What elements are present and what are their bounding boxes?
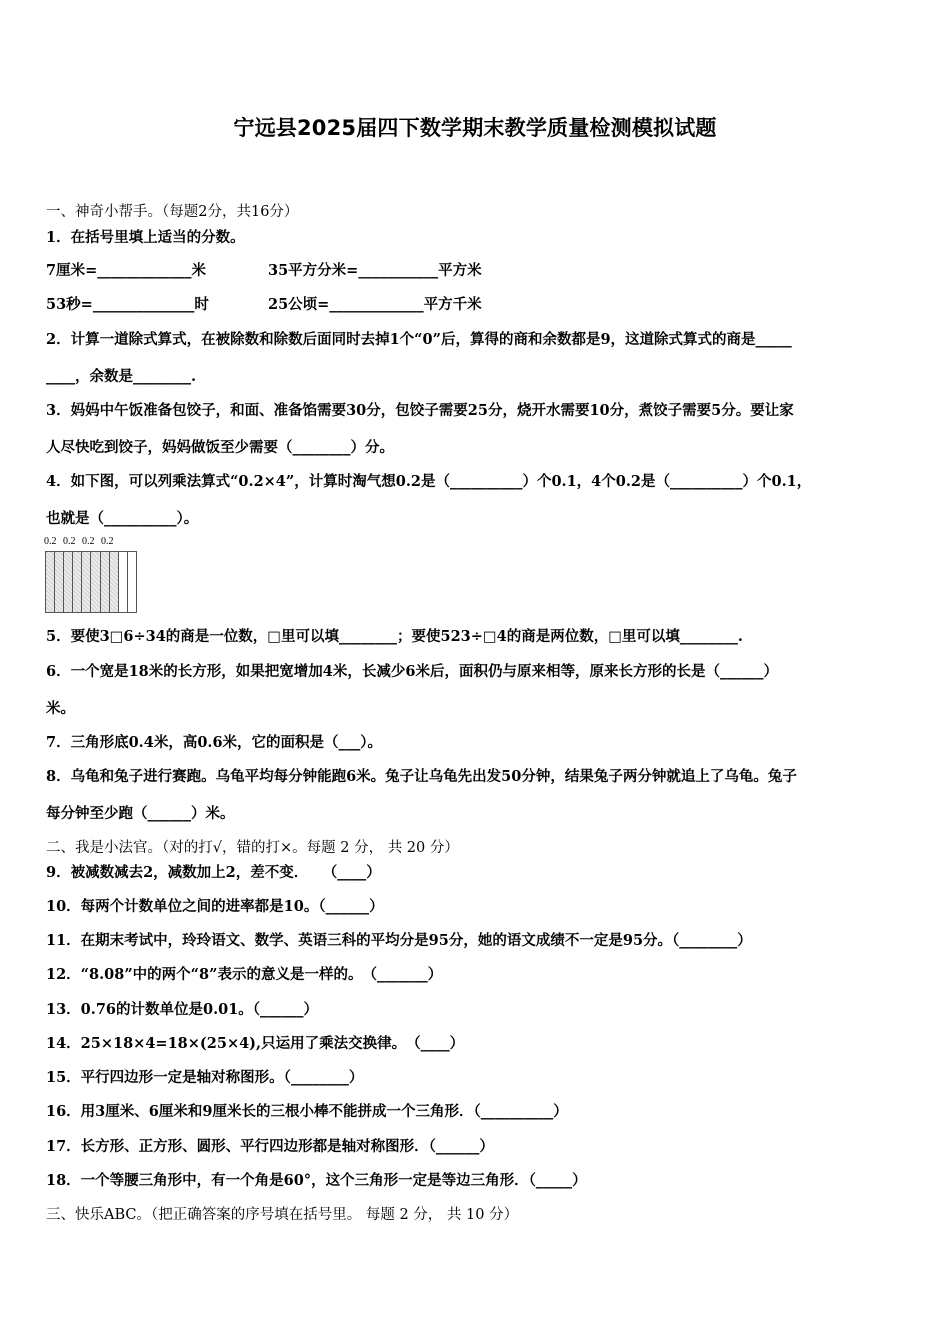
figure-label-1: 0.2 — [44, 536, 57, 547]
strip-cell — [119, 552, 128, 612]
question-3-line-2: 人尽快吃到饺子，妈妈做饭至少需要（________）分。 — [46, 439, 394, 456]
strip-cell — [64, 552, 73, 612]
question-8-line-2: 每分钟至少跑（______）米。 — [46, 805, 235, 822]
strip-cell — [128, 552, 136, 612]
question-1: 1．在括号里填上适当的分数。 — [46, 229, 245, 246]
section-1-header: 一、神奇小帮手。（每题2分，共16分） — [46, 204, 299, 220]
q1-blank-seconds: 53秒=______________时 — [46, 296, 209, 313]
strip-cell — [46, 552, 55, 612]
question-12: 12．“8.08”中的两个“8”表示的意义是一样的。 （_______） — [46, 966, 443, 983]
question-13: 13．0.76的计数单位是0.01。（______） — [46, 1001, 319, 1018]
question-11: 11．在期末考试中，玲玲语文、数学、英语三科的平均分是95分，她的语文成绩不一定是95分。（________） — [46, 932, 752, 949]
figure-label-2: 0.2 — [63, 536, 76, 547]
strip-cell — [73, 552, 82, 612]
strip-cell — [101, 552, 110, 612]
q1-blank-hectare: 25公顷=_____________平方千米 — [268, 296, 482, 313]
question-17: 17．长方形、正方形、圆形、平行四边形都是轴对称图形．（______） — [46, 1138, 494, 1155]
question-15: 15．平行四边形一定是轴对称图形。（________） — [46, 1069, 364, 1086]
question-7: 7．三角形底0.4米，高0.6米，它的面积是（___）。 — [46, 734, 383, 751]
question-8-line-1: 8．乌龟和兔子进行赛跑。乌龟平均每分钟能跑6米。兔子让乌龟先出发50分钟，结果兔子两分钟就追上了乌龟。兔子 — [46, 768, 797, 785]
strip-cell — [82, 552, 91, 612]
figure-label-4: 0.2 — [101, 536, 114, 547]
question-4-line-1: 4．如下图，可以列乘法算式“0.2×4”，计算时淘气想0.2是（__________）个0.1，4个0.2是（__________）个0.1， — [46, 473, 812, 490]
section-2-header: 二、我是小法官。（对的打√，错的打×。每题 2 分， 共 20 分） — [46, 840, 459, 856]
question-2-line-2: ____，余数是________. — [46, 368, 197, 385]
question-5: 5．要使3□6÷34的商是一位数，□里可以填________；要使523÷□4的商是两位数，□里可以填________. — [46, 628, 743, 645]
question-9: 9．被减数减去2，减数加上2，差不变． （____） — [46, 864, 381, 881]
question-14: 14．25×18×4=18×(25×4),只运用了乘法交换律。 （____） — [46, 1035, 465, 1052]
question-4-line-2: 也就是（__________）。 — [46, 510, 199, 527]
section-3-header: 三、快乐ABC。（把正确答案的序号填在括号里。 每题 2 分， 共 10 分） — [46, 1207, 519, 1223]
strip-cell — [110, 552, 119, 612]
exam-title: 宁远县2025届四下数学期末教学质量检测模拟试题 — [233, 116, 717, 140]
strip-cell — [91, 552, 100, 612]
question-6-line-1: 6．一个宽是18米的长方形，如果把宽增加4米，长减少6米后，面积仍与原来相等，原来长方形的长是（______） — [46, 663, 778, 680]
question-2-line-1: 2．计算一道除式算式，在被除数和除数后面同时去掉1个“0”后，算得的商和余数都是9，这道除式算式的商是_____ — [46, 331, 792, 348]
strip-cell — [55, 552, 64, 612]
question-18: 18．一个等腰三角形中，有一个角是60°，这个三角形一定是等边三角形．（_____） — [46, 1172, 587, 1189]
question-10: 10．每两个计数单位之间的进率都是10。（______） — [46, 898, 384, 915]
q1-blank-dm2: 35平方分米=___________平方米 — [268, 262, 482, 279]
question-6-line-2: 米。 — [46, 700, 75, 717]
decimal-strip — [45, 551, 137, 613]
q1-blank-cm: 7厘米=_____________米 — [46, 262, 206, 279]
decimal-strip-figure — [44, 536, 140, 614]
question-16: 16．用3厘米、6厘米和9厘米长的三根小棒不能拼成一个三角形．（__________） — [46, 1103, 568, 1120]
figure-label-3: 0.2 — [82, 536, 95, 547]
question-3-line-1: 3．妈妈中午饭准备包饺子，和面、准备馅需要30分，包饺子需要25分，烧开水需要10分，煮饺子需要5分。要让家 — [46, 402, 794, 419]
